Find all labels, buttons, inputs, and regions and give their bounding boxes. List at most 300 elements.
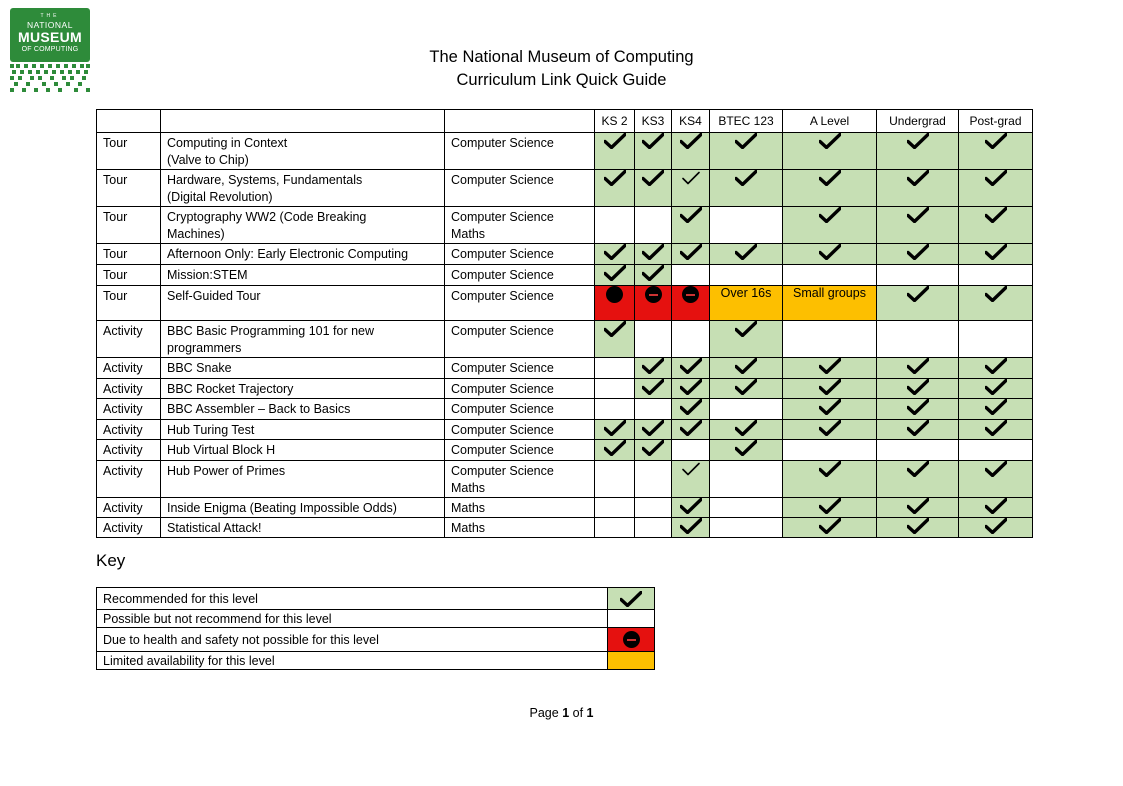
level-cell: [710, 461, 783, 498]
row-title: [161, 498, 445, 518]
level-cell: [710, 265, 783, 286]
checkmark-icon: [985, 518, 1007, 534]
table-row: [97, 133, 1033, 170]
row-title: [161, 461, 445, 498]
limited-note: Small groups: [793, 286, 866, 300]
table-row: [97, 498, 1033, 518]
level-cell-recommended: [710, 358, 783, 379]
level-cell: [635, 498, 672, 518]
row-type: Tour: [97, 133, 161, 170]
level-cell-recommended: [635, 440, 672, 461]
checkmark-icon: [642, 133, 664, 149]
row-title-line: Computing in Context: [167, 136, 288, 150]
checkmark-icon: [604, 265, 626, 281]
checkmark-icon: [620, 591, 642, 607]
key-label: Limited availability for this level: [97, 652, 608, 670]
row-subject: [445, 518, 595, 538]
level-cell-recommended: [672, 207, 710, 244]
row-title: [161, 321, 445, 358]
row-title: [161, 358, 445, 379]
checkmark-icon: [735, 170, 757, 186]
level-cell-recommended: [959, 170, 1033, 207]
curriculum-table: [96, 109, 1033, 538]
checkmark-icon: [985, 286, 1007, 302]
row-type: Tour: [97, 207, 161, 244]
level-cell-recommended: [672, 358, 710, 379]
row-title-line: BBC Snake: [167, 361, 232, 375]
level-cell-recommended: [672, 244, 710, 265]
checkmark-icon: [642, 265, 664, 281]
level-cell-recommended: [783, 399, 877, 420]
key-swatch-possible: [608, 610, 655, 628]
level-cell-recommended: [595, 133, 635, 170]
row-title-line: BBC Rocket Trajectory: [167, 382, 294, 396]
table-row: [97, 420, 1033, 440]
logo-text-national: NATIONAL: [27, 20, 73, 30]
checkmark-icon: [642, 244, 664, 260]
row-subject-line: Computer Science: [451, 423, 554, 437]
checkmark-icon: [907, 133, 929, 149]
table-row: [97, 379, 1033, 399]
level-cell: [710, 207, 783, 244]
page-of: of: [569, 706, 587, 720]
level-cell-recommended: [877, 461, 959, 498]
level-cell-not-possible: [672, 286, 710, 321]
level-cell-recommended: [783, 358, 877, 379]
level-cell: [595, 518, 635, 538]
table-row: [97, 170, 1033, 207]
row-subject: [445, 244, 595, 265]
header-blank-subject: [445, 110, 595, 133]
row-subject: [445, 133, 595, 170]
row-subject: [445, 399, 595, 420]
row-type: Tour: [97, 170, 161, 207]
checkmark-icon: [907, 399, 929, 415]
level-cell: [959, 265, 1033, 286]
level-cell-recommended: [710, 440, 783, 461]
logo-text-of-computing: OF COMPUTING: [21, 46, 79, 53]
table-header-row: [97, 110, 1033, 133]
checkmark-icon: [985, 358, 1007, 374]
row-title: [161, 170, 445, 207]
row-subject: [445, 440, 595, 461]
level-cell-recommended: [710, 420, 783, 440]
checkmark-icon: [907, 498, 929, 514]
level-cell: [635, 399, 672, 420]
row-type: Activity: [97, 399, 161, 420]
row-title: [161, 399, 445, 420]
level-cell: [595, 207, 635, 244]
level-cell-limited: [783, 286, 877, 321]
table-row: [97, 321, 1033, 358]
level-cell-recommended: [877, 170, 959, 207]
checkmark-icon: [604, 244, 626, 260]
key-label: Recommended for this level: [97, 588, 608, 610]
level-cell-recommended: [877, 286, 959, 321]
level-cell-recommended: [877, 420, 959, 440]
level-cell: [783, 265, 877, 286]
row-subject-line: Maths: [451, 227, 486, 241]
table-row: [97, 265, 1033, 286]
checkmark-icon: [907, 420, 929, 436]
table-row: [97, 461, 1033, 498]
level-cell-recommended: [595, 420, 635, 440]
checkmark-icon: [907, 379, 929, 395]
level-cell-recommended: [595, 170, 635, 207]
key-row: [97, 628, 655, 652]
key-row: [97, 588, 655, 610]
level-header: KS 2: [595, 110, 635, 133]
level-cell-recommended: [595, 265, 635, 286]
table-row: [97, 518, 1033, 538]
row-subject: [445, 461, 595, 498]
checkmark-icon: [604, 133, 626, 149]
level-cell-recommended: [877, 379, 959, 399]
level-cell-recommended: [959, 379, 1033, 399]
level-cell: [635, 321, 672, 358]
level-cell-recommended: [635, 170, 672, 207]
level-cell-recommended: [959, 461, 1033, 498]
row-subject: [445, 265, 595, 286]
level-cell-recommended: [635, 358, 672, 379]
checkmark-icon: [985, 170, 1007, 186]
level-header: BTEC 123: [710, 110, 783, 133]
checkmark-icon: [680, 420, 702, 436]
level-cell-recommended: [783, 133, 877, 170]
level-cell-not-possible: [595, 286, 635, 321]
checkmark-icon: [735, 321, 757, 337]
checkmark-icon: [604, 170, 626, 186]
level-cell-recommended: [877, 399, 959, 420]
checkmark-icon: [985, 461, 1007, 477]
row-title: [161, 440, 445, 461]
checkmark-icon: [680, 244, 702, 260]
level-cell-recommended: [877, 244, 959, 265]
row-type: Activity: [97, 379, 161, 399]
level-cell-recommended: [959, 286, 1033, 321]
level-cell-recommended: [710, 133, 783, 170]
checkmark-icon: [680, 518, 702, 534]
level-cell-recommended: [783, 420, 877, 440]
level-cell-recommended: [635, 379, 672, 399]
level-cell-recommended: [959, 133, 1033, 170]
level-cell-recommended: [710, 379, 783, 399]
level-cell: [877, 321, 959, 358]
no-entry-icon: [682, 286, 699, 303]
table-row: [97, 207, 1033, 244]
checkmark-icon: [985, 244, 1007, 260]
checkmark-icon: [985, 379, 1007, 395]
key-row: [97, 610, 655, 628]
row-subject-line: Computer Science: [451, 402, 554, 416]
level-cell: [635, 461, 672, 498]
level-cell-recommended: [595, 440, 635, 461]
level-cell: [595, 498, 635, 518]
level-cell-recommended: [783, 244, 877, 265]
checkmark-icon: [604, 321, 626, 337]
checkmark-icon: [680, 133, 702, 149]
row-subject: [445, 498, 595, 518]
level-cell: [595, 461, 635, 498]
key-label: Possible but not recommend for this level: [97, 610, 608, 628]
row-title-line: Statistical Attack!: [167, 521, 262, 535]
level-cell-recommended: [710, 321, 783, 358]
header-blank-type: [97, 110, 161, 133]
row-subject: [445, 321, 595, 358]
level-cell: [959, 321, 1033, 358]
row-title-line: programmers: [167, 341, 242, 355]
level-cell-recommended: [710, 170, 783, 207]
row-title-line: (Digital Revolution): [167, 190, 273, 204]
level-cell-recommended: [635, 244, 672, 265]
checkmark-icon: [907, 207, 929, 223]
checkmark-icon: [985, 498, 1007, 514]
row-title-line: Machines): [167, 227, 225, 241]
checkmark-icon: [907, 286, 929, 302]
row-subject-line: Computer Science: [451, 247, 554, 261]
level-cell-recommended: [783, 461, 877, 498]
checkmark-icon: [819, 244, 841, 260]
row-title: [161, 133, 445, 170]
checkmark-icon: [735, 244, 757, 260]
level-cell-recommended: [959, 207, 1033, 244]
row-title-line: BBC Assembler – Back to Basics: [167, 402, 351, 416]
key-swatch-limited: [608, 652, 655, 670]
level-cell-recommended: [959, 518, 1033, 538]
level-cell: [877, 440, 959, 461]
row-title: [161, 379, 445, 399]
level-cell-recommended: [783, 518, 877, 538]
row-title-line: Mission:STEM: [167, 268, 248, 282]
row-title: [161, 265, 445, 286]
level-cell: [595, 358, 635, 379]
row-subject: [445, 358, 595, 379]
checkmark-icon: [604, 440, 626, 456]
key-row: [97, 652, 655, 670]
checkmark-icon: [819, 358, 841, 374]
checkmark-icon: [985, 207, 1007, 223]
row-subject-line: Computer Science: [451, 443, 554, 457]
checkmark-icon: [907, 358, 929, 374]
row-title: [161, 207, 445, 244]
row-subject: [445, 286, 595, 321]
level-cell: [635, 207, 672, 244]
row-subject-line: Maths: [451, 501, 486, 515]
checkmark-icon: [907, 461, 929, 477]
level-cell-recommended: [672, 498, 710, 518]
checkmark-icon: [907, 244, 929, 260]
row-title-line: Hub Virtual Block H: [167, 443, 276, 457]
checkmark-icon: [735, 133, 757, 149]
level-cell-recommended: [672, 170, 710, 207]
level-cell-recommended: [672, 518, 710, 538]
level-cell-recommended: [877, 358, 959, 379]
checkmark-icon: [985, 420, 1007, 436]
level-cell-recommended: [959, 399, 1033, 420]
level-cell: [595, 379, 635, 399]
key-swatch-not-possible: [608, 628, 655, 652]
level-cell-recommended: [783, 379, 877, 399]
checkmark-icon: [907, 170, 929, 186]
row-title-line: (Valve to Chip): [167, 153, 249, 167]
checkmark-icon: [642, 420, 664, 436]
level-cell-recommended: [783, 207, 877, 244]
level-cell: [672, 440, 710, 461]
level-cell: [672, 321, 710, 358]
row-title: [161, 420, 445, 440]
checkmark-icon: [642, 358, 664, 374]
row-title-line: Cryptography WW2 (Code Breaking: [167, 210, 367, 224]
logo-text-the: THE: [40, 13, 60, 19]
level-cell: [783, 440, 877, 461]
level-cell-recommended: [635, 265, 672, 286]
row-type: Tour: [97, 244, 161, 265]
table-row: [97, 358, 1033, 379]
level-header: KS4: [672, 110, 710, 133]
row-subject-line: Computer Science: [451, 210, 554, 224]
row-title-line: Hub Power of Primes: [167, 464, 286, 478]
row-subject: [445, 420, 595, 440]
checkmark-icon: [819, 420, 841, 436]
level-cell-recommended: [635, 420, 672, 440]
checkmark-icon: [682, 171, 700, 185]
level-cell: [595, 399, 635, 420]
checkmark-icon: [985, 133, 1007, 149]
checkmark-icon: [680, 358, 702, 374]
checkmark-icon: [819, 399, 841, 415]
level-cell-limited: [710, 286, 783, 321]
row-subject-line: Computer Science: [451, 289, 554, 303]
row-subject-line: Computer Science: [451, 173, 554, 187]
row-title: [161, 244, 445, 265]
checkmark-icon: [985, 399, 1007, 415]
level-cell: [710, 498, 783, 518]
level-header: Undergrad: [877, 110, 959, 133]
level-cell: [959, 440, 1033, 461]
no-entry-icon: [645, 286, 662, 303]
level-header: Post-grad: [959, 110, 1033, 133]
checkmark-icon: [819, 207, 841, 223]
row-title-line: Inside Enigma (Beating Impossible Odds): [167, 501, 397, 515]
checkmark-icon: [604, 420, 626, 436]
table-row: [97, 440, 1033, 461]
row-type: Activity: [97, 518, 161, 538]
level-cell-recommended: [672, 420, 710, 440]
level-cell-recommended: [959, 498, 1033, 518]
checkmark-icon: [907, 518, 929, 534]
checkmark-icon: [735, 358, 757, 374]
level-cell-recommended: [959, 420, 1033, 440]
logo-text-museum: MUSEUM: [17, 29, 83, 45]
row-subject-line: Maths: [451, 481, 486, 495]
row-type: Tour: [97, 286, 161, 321]
row-type: Activity: [97, 420, 161, 440]
level-cell: [710, 399, 783, 420]
row-subject-line: Computer Science: [451, 324, 554, 338]
level-cell-recommended: [783, 498, 877, 518]
row-subject: [445, 379, 595, 399]
level-cell: [672, 265, 710, 286]
checkmark-icon: [819, 461, 841, 477]
row-type: Tour: [97, 265, 161, 286]
key-table: [96, 587, 655, 670]
level-cell-recommended: [959, 244, 1033, 265]
no-entry-icon: [623, 631, 640, 648]
row-title-line: Hardware, Systems, Fundamentals: [167, 173, 363, 187]
checkmark-icon: [819, 379, 841, 395]
level-header: A Level: [783, 110, 877, 133]
row-title-line: BBC Basic Programming 101 for new: [167, 324, 375, 338]
level-cell-recommended: [783, 170, 877, 207]
level-cell: [783, 321, 877, 358]
level-cell-recommended: [710, 244, 783, 265]
row-type: Activity: [97, 440, 161, 461]
table-row: [97, 399, 1033, 420]
checkmark-icon: [819, 133, 841, 149]
checkmark-icon: [642, 379, 664, 395]
row-title-line: Hub Turing Test: [167, 423, 255, 437]
document-title: The National Museum of Computing: [429, 48, 694, 66]
table-row: [97, 244, 1033, 265]
limited-note: Over 16s: [720, 286, 772, 300]
row-type: Activity: [97, 321, 161, 358]
key-swatch-recommended: [608, 588, 655, 610]
row-subject: [445, 207, 595, 244]
level-cell-recommended: [595, 321, 635, 358]
level-header: KS3: [635, 110, 672, 133]
row-type: Activity: [97, 461, 161, 498]
checkmark-icon: [680, 498, 702, 514]
level-cell-recommended: [877, 498, 959, 518]
page-current: 1: [562, 706, 570, 720]
level-cell: [635, 518, 672, 538]
page-prefix: Page: [529, 706, 563, 720]
row-type: Activity: [97, 498, 161, 518]
row-subject-line: Computer Science: [451, 268, 554, 282]
checkmark-icon: [819, 170, 841, 186]
row-subject-line: Computer Science: [451, 361, 554, 375]
checkmark-icon: [682, 462, 700, 476]
row-title-line: Self-Guided Tour: [167, 289, 261, 303]
key-label: Due to health and safety not possible for this level: [97, 628, 608, 652]
checkmark-icon: [735, 379, 757, 395]
level-cell-recommended: [672, 399, 710, 420]
page-total: 1: [586, 706, 594, 720]
level-cell-recommended: [959, 358, 1033, 379]
page-number: [0, 706, 1123, 720]
row-title-line: Afternoon Only: Early Electronic Computing: [167, 247, 409, 261]
level-cell-recommended: [877, 518, 959, 538]
document-subtitle: Curriculum Link Quick Guide: [456, 71, 667, 89]
level-cell-recommended: [595, 244, 635, 265]
key-heading: Key: [96, 551, 126, 570]
level-cell-recommended: [877, 133, 959, 170]
level-cell-recommended: [672, 379, 710, 399]
level-cell: [877, 265, 959, 286]
row-subject-line: Maths: [451, 521, 486, 535]
checkmark-icon: [735, 440, 757, 456]
row-subject-line: Computer Science: [451, 382, 554, 396]
checkmark-icon: [819, 518, 841, 534]
row-title: [161, 518, 445, 538]
row-subject: [445, 170, 595, 207]
checkmark-icon: [680, 379, 702, 395]
checkmark-icon: [680, 399, 702, 415]
row-title: [161, 286, 445, 321]
level-cell-recommended: [877, 207, 959, 244]
header-blank-title: [161, 110, 445, 133]
checkmark-icon: [819, 498, 841, 514]
